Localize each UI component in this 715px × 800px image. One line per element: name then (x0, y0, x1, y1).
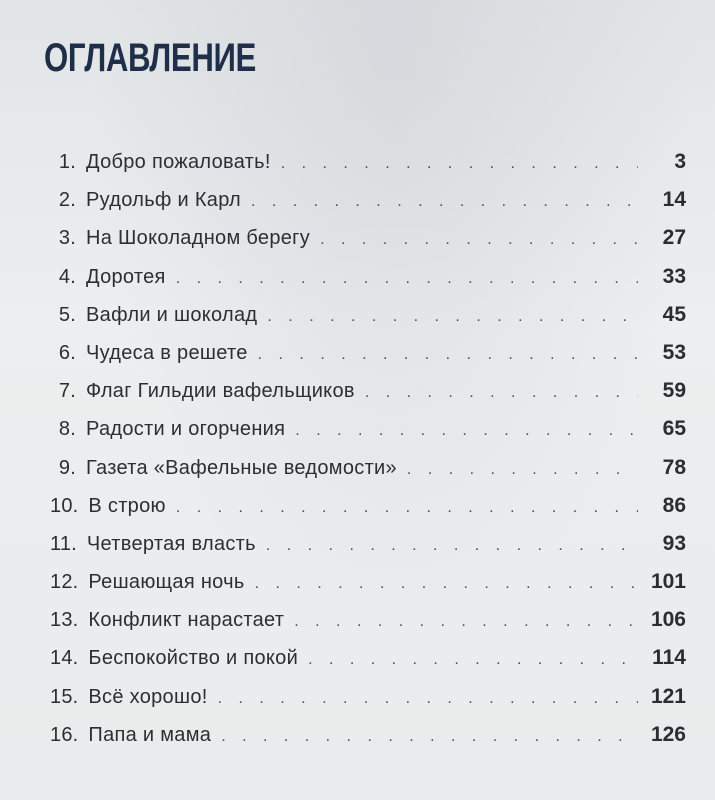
page-number: 78 (662, 455, 686, 479)
page-number: 3 (674, 150, 686, 173)
chapter-title: Рудольф и Карл (86, 189, 241, 212)
chapter-title: Радости и огорчения (86, 418, 286, 441)
chapter-number: 5. (58, 303, 76, 326)
chapter-title: Папа и мама (88, 723, 212, 746)
dot-leader (176, 499, 638, 517)
dot-leader (266, 537, 638, 555)
chapter-number: 7. (58, 380, 76, 403)
page-number: 65 (662, 417, 686, 441)
chapter-title: Решающая ночь (88, 571, 245, 594)
dot-leader (221, 728, 638, 746)
toc-entry (50, 456, 686, 494)
chapter-title: Беспокойство и покой (88, 647, 299, 670)
chapter-title: Добро пожаловать! (86, 151, 271, 173)
dot-leader (365, 384, 638, 402)
chapter-number: 1. (58, 151, 76, 173)
chapter-number: 9. (58, 456, 76, 479)
dot-leader (176, 270, 638, 288)
chapter-title: В строю (88, 494, 166, 517)
chapter-number: 15. (50, 685, 79, 708)
toc-entry (50, 417, 686, 455)
toc-entry (50, 608, 686, 646)
dot-leader (407, 461, 638, 479)
chapter-title: Всё хорошо! (88, 685, 208, 708)
page-number: 59 (662, 379, 686, 403)
chapter-number: 10. (50, 494, 79, 517)
page-number: 86 (662, 493, 686, 517)
chapter-title: На Шоколадном берегу (86, 227, 311, 250)
dot-leader (320, 231, 638, 249)
toc-entry (50, 379, 686, 417)
chapter-title: Доротея (86, 265, 166, 288)
chapter-number: 11. (50, 532, 77, 555)
dot-leader (251, 193, 638, 211)
dot-leader (308, 651, 638, 669)
dot-leader (281, 155, 638, 173)
chapter-title: Вафли и шоколад (86, 303, 258, 326)
toc-entry (50, 188, 686, 226)
chapter-title: Чудеса в решете (86, 341, 248, 364)
page-number: 93 (662, 531, 686, 555)
chapter-number: 6. (58, 341, 76, 364)
chapter-title: Конфликт нарастает (88, 609, 285, 632)
toc-entry (50, 303, 686, 341)
toc-entry (50, 494, 686, 532)
toc-entry (50, 150, 686, 188)
toc-entry (50, 265, 686, 303)
chapter-number: 4. (58, 265, 76, 288)
chapter-title: Газета «Вафельные ведомости» (86, 456, 397, 479)
page-number: 114 (652, 646, 686, 670)
toc-entry (50, 341, 686, 379)
chapter-number: 12. (50, 571, 79, 594)
toc-entry (50, 226, 686, 264)
page-number: 126 (650, 722, 686, 746)
chapter-number: 3. (58, 227, 76, 250)
page-number: 101 (650, 570, 686, 594)
toc-heading: ОГЛАВЛЕНИЕ (44, 36, 256, 80)
page-number: 106 (650, 608, 686, 632)
dot-leader (267, 308, 638, 326)
dot-leader (255, 575, 638, 593)
page-number: 33 (662, 264, 686, 288)
toc-entry (50, 723, 686, 761)
dot-leader (295, 422, 638, 440)
toc-entry (50, 685, 686, 723)
page-number: 121 (650, 684, 686, 708)
chapter-number: 8. (58, 418, 76, 441)
chapter-number: 16. (50, 723, 79, 746)
dot-leader (294, 613, 638, 631)
chapter-title: Четвертая власть (86, 532, 256, 555)
page-number: 27 (662, 226, 686, 250)
page-number: 53 (662, 340, 686, 364)
page-number: 14 (662, 188, 686, 212)
chapter-title: Флаг Гильдии вафельщиков (86, 380, 355, 403)
table-of-contents (50, 150, 686, 761)
dot-leader (218, 690, 638, 708)
chapter-number: 13. (50, 609, 79, 632)
dot-leader (258, 346, 638, 364)
toc-entry (50, 532, 686, 570)
page-number: 45 (662, 302, 686, 326)
chapter-number: 2. (58, 189, 76, 212)
toc-entry (50, 646, 686, 684)
chapter-number: 14. (50, 647, 79, 670)
toc-entry (50, 570, 686, 608)
